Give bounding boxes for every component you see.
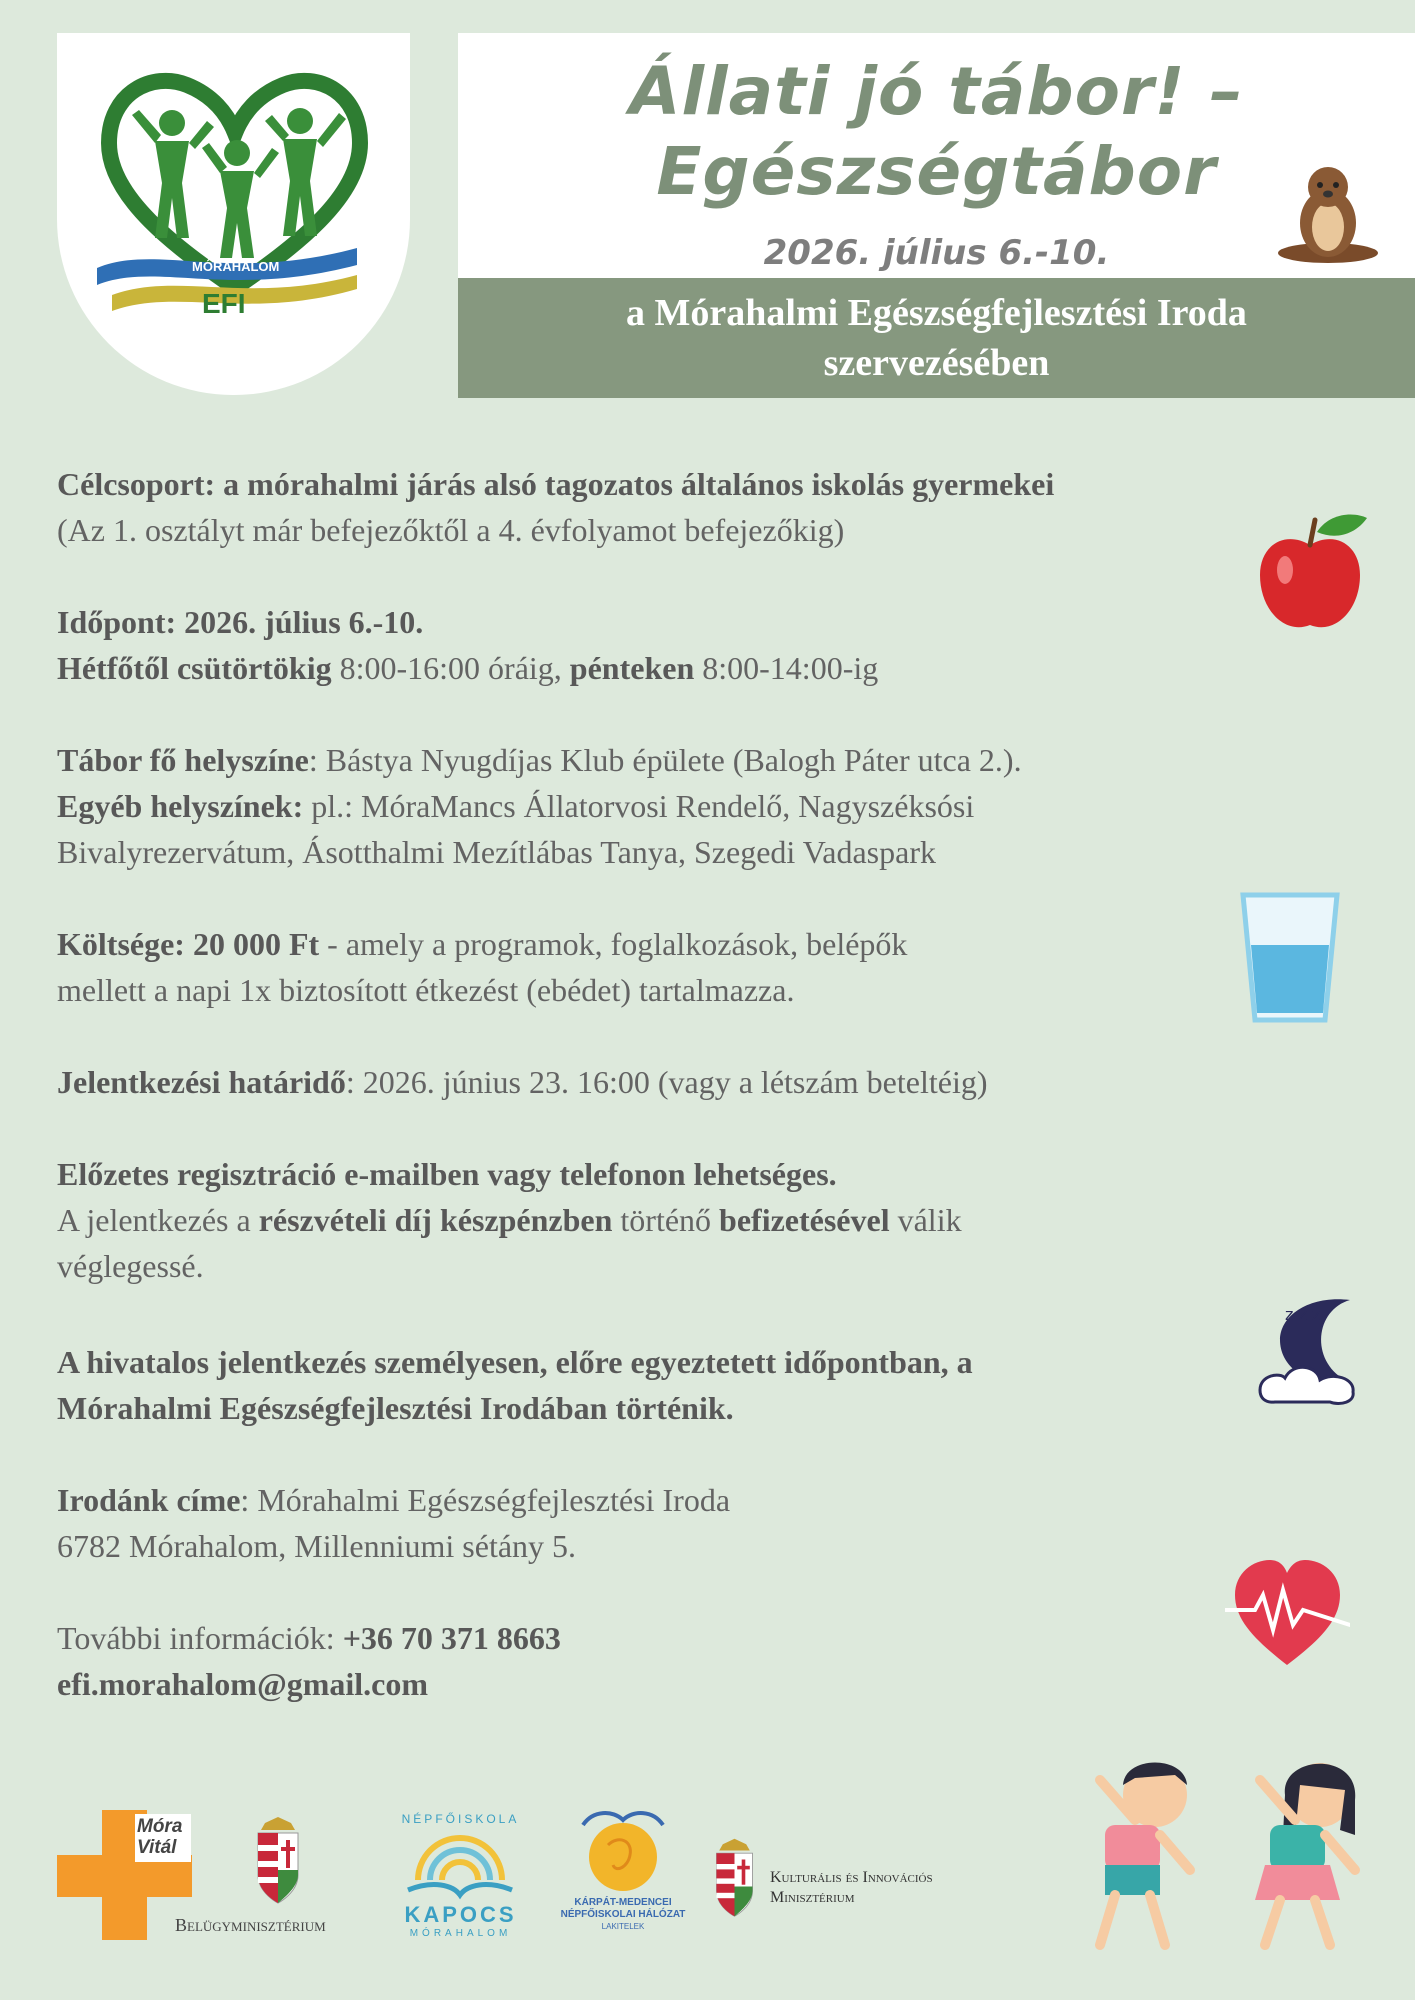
hungarian-coat-of-arms-icon [253,1815,303,1905]
organizer-banner [458,278,1415,398]
camp-date: 2026. július 6.-10. [763,233,1110,273]
contact-phone[interactable]: +36 70 371 8663 [342,1620,561,1656]
weekdays-value: 8:00-16:00 óráig, [331,650,570,686]
other-places-label: Egyéb helyszínek [57,788,293,824]
kapocs-text: KAPOCS [404,1902,517,1927]
svg-text:z z z: z z z [1285,1305,1321,1324]
registration-text-c: történő [612,1202,720,1238]
karpat-medencei-logo [568,1805,678,1895]
registration-payment: befizetésével [719,1202,890,1238]
main-place-label: Tábor fő helyszíne [57,742,309,778]
main-place-colon: : [308,742,318,778]
karpat-line-2: NÉPFŐISKOLAI HÁLÓZAT [560,1909,686,1920]
registration-line-1: Előzetes regisztráció e-mailben vagy telefonon lehetséges. [57,1156,837,1192]
registration-fee-cash: részvételi díj készpénzben [258,1202,613,1238]
kim-text [770,1868,933,1908]
contact-label: További információk: [57,1620,343,1656]
karpat-line-3: LAKITELEK [601,1922,645,1931]
cost-section [57,921,1347,1013]
other-places-value: pl.: MóraMancs Állatorvosi Rendelő, Nagyszéksósi [303,788,975,824]
registration-text-e: válik [889,1202,962,1238]
time-section [57,599,1347,691]
contact-section [57,1615,1347,1707]
logo-abbr: EFI [202,288,246,319]
title-box [458,33,1415,278]
official-line-2: Mórahalmi Egészségfejlesztési Irodában történik. [57,1390,734,1426]
friday-value: 8:00-14:00-ig [694,650,879,686]
deadline-value: 2026. június 23. 16:00 (vagy a létszám beteltéig) [354,1064,988,1100]
title-line-2: Egészségtábor [656,133,1217,210]
registration-section [57,1151,1347,1289]
target-group [57,461,1347,553]
cost-value: - amely a programok, foglalkozások, belépők [319,926,908,962]
other-places-value-2: Bivalyrezervátum, Ásotthalmi Mezítlábas Tanya, Szegedi Vadaspark [57,834,936,870]
friday-label: pénteken [569,650,695,686]
moravital-logo [57,1810,192,1940]
official-line-1: A hivatalos jelentkezés személyesen, előre egyeztetett időpontban, a [57,1344,973,1380]
heartbeat-icon [1225,1555,1350,1670]
title-line-1: Állati jó tábor! – [629,53,1244,130]
deadline-colon: : [345,1064,355,1100]
efi-logo [57,33,410,395]
water-glass-icon [1235,885,1345,1030]
logo-town: MÓRAHALOM [192,259,280,274]
deadline-label: Jelentkezési határidő [57,1064,346,1100]
organizer-line-2: szervezésében [823,342,1050,384]
target-label: Célcsoport: [57,466,216,502]
kim-line-1: Kulturális és Innovációs [770,1869,933,1886]
nepfoiskola-text: NÉPFŐISKOLA [401,1812,520,1826]
contact-email[interactable]: efi.morahalom@gmail.com [57,1666,429,1702]
other-places-colon: : [292,788,304,824]
address-section [57,1477,1347,1569]
cost-label: Költsége: 20 000 Ft [57,926,320,962]
address-label: Irodánk címe [57,1482,241,1518]
time-value: 2026. július 6.-10. [176,604,424,640]
time-label: Időpont: [57,604,177,640]
hungarian-coat-of-arms-icon-2 [712,1835,757,1920]
organizer-line-1: a Mórahalmi Egészségfejlesztési Iroda [626,292,1247,334]
target-note: (Az 1. osztályt már befejezőktől a 4. évfolyamot befejezőkig) [57,512,845,548]
moravital-text-1: Móra [137,1816,183,1837]
otter-icon [1268,153,1388,273]
address-colon: : [240,1482,250,1518]
belugy-text: Belügyminisztérium [175,1915,326,1935]
registration-line-3: véglegessé. [57,1248,204,1284]
kapocs-town: MÓRAHALOM [409,1928,512,1939]
moravital-text-2: Vitál [137,1837,177,1858]
official-registration [57,1339,1347,1431]
address-value: Mórahalmi Egészségfejlesztési Iroda [249,1482,731,1518]
place-section [57,737,1347,875]
efi-logo-shield [57,33,410,395]
kim-line-2: Minisztérium [770,1889,855,1906]
weekdays-label: Hétfőtől csütörtökig [57,650,332,686]
exercising-kids-illustration [1015,1740,1385,1955]
moon-sleep-icon [1255,1290,1375,1410]
cost-value-2: mellett a napi 1x biztosított étkezést (ebédet) tartalmazza. [57,972,795,1008]
target-value: a mórahalmi járás alsó tagozatos általános iskolás gyermekei [215,466,1055,502]
registration-text-a: A jelentkezés a [57,1202,259,1238]
karpat-text [548,1897,698,1933]
address-line-2: 6782 Mórahalom, Millenniumi sétány 5. [57,1528,577,1564]
main-place-value: Bástya Nyugdíjas Klub épülete (Balogh Páter utca 2.). [317,742,1022,778]
apple-icon [1255,510,1370,635]
karpat-line-1: KÁRPÁT-MEDENCEI [574,1897,672,1908]
deadline-section [57,1059,1347,1105]
